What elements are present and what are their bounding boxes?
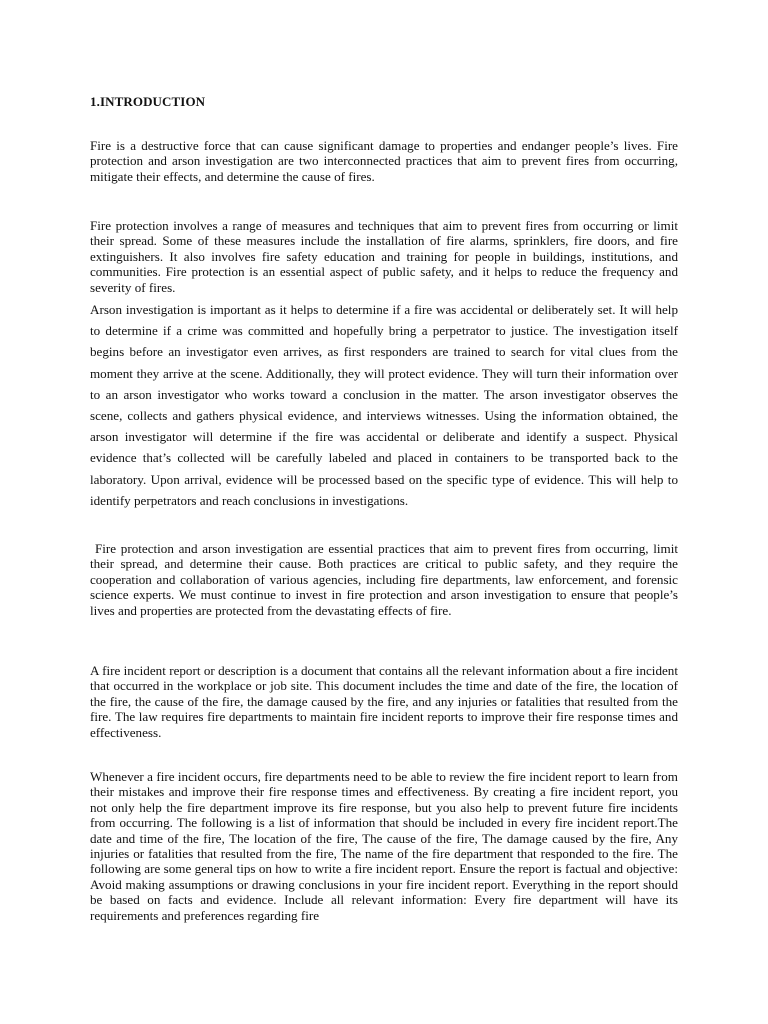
paragraph-incident-report: A fire incident report or description is a document that contains all the relevant information about a fire incident that occurred in the workplace or job site. This document includes the time and date of the fire, the location of the fire, the cause of the fire, the damage caused by the fire, and any injuries or fatalities that resulted from the fire. The law requires fire departments to maintain fire incident reports to improve their fire response times and effectiveness.: [90, 663, 678, 740]
section-heading: 1.INTRODUCTION: [90, 94, 206, 109]
paragraph-arson-investigation: Arson investigation is important as it helps to determine if a fire was accidental or deliberately set. It will help to determine if a crime was committed and hopefully bring a perpetrator to justice. The investigation itself begins before an investigator even arrives, as first responders are trained to search for vital clues from the moment they arrive at the scene. Additionally, they will protect evidence. They will turn their information over to an arson investigator who works toward a conclusion in the matter. The arson investigator observes the scene, collects and gathers physical evidence, and interviews witnesses. Using the information obtained, the arson investigator will determine if the fire was accidental or deliberate and identify a suspect. Physical evidence that’s collected will be carefully labeled and placed in containers to be transported back to the laboratory. Upon arrival, evidence will be processed based on the specific type of evidence. This will help to identify perpetrators and reach conclusions in investigations.: [90, 302, 678, 508]
paragraph-essential-practices: Fire protection and arson investigation are essential practices that aim to prevent fires from occurring, limit their spread, and determine their cause. Both practices are critical to public safety, and they require the cooperation and collaboration of various agencies, including fire departments, law enforcement, and forensic science experts. We must continue to invest in fire protection and arson investigation to ensure that people’s lives and properties are protected from the devastating effects of fire.: [90, 541, 678, 618]
paragraph-report-guidelines: Whenever a fire incident occurs, fire departments need to be able to review the fire incident report to learn from their mistakes and improve their fire response times and effectiveness. By creating a fire incident report, you not only help the fire department improve its fire response, but you also help to prevent future fire incidents from occurring. The following is a list of information that should be included in every fire incident report.The date and time of the fire, The location of the fire, The cause of the fire, The damage caused by the fire, Any injuries or fatalities that resulted from the fire, The name of the fire department that responded to the fire. The following are some general tips on how to write a fire incident report. Ensure the report is factual and objective: Avoid making assumptions or drawing conclusions in your fire incident report. Everything in the report should be based on facts and evidence. Include all relevant information: Every fire department will have its requirements and preferences regarding fire: [90, 769, 678, 923]
paragraph-fire-protection: Fire protection involves a range of measures and techniques that aim to prevent fires from occurring or limit their spread. Some of these measures include the installation of fire alarms, sprinklers, fire doors, and fire extinguishers. It also involves fire safety education and training for people in buildings, institutions, and communities. Fire protection is an essential aspect of public safety, and it helps to reduce the frequency and severity of fires.: [90, 218, 678, 295]
paragraph-fire-overview: Fire is a destructive force that can cause significant damage to properties and endanger people’s lives. Fire protection and arson investigation are two interconnected practices that aim to prevent fires from occurring, mitigate their effects, and determine the cause of fires.: [90, 138, 678, 184]
